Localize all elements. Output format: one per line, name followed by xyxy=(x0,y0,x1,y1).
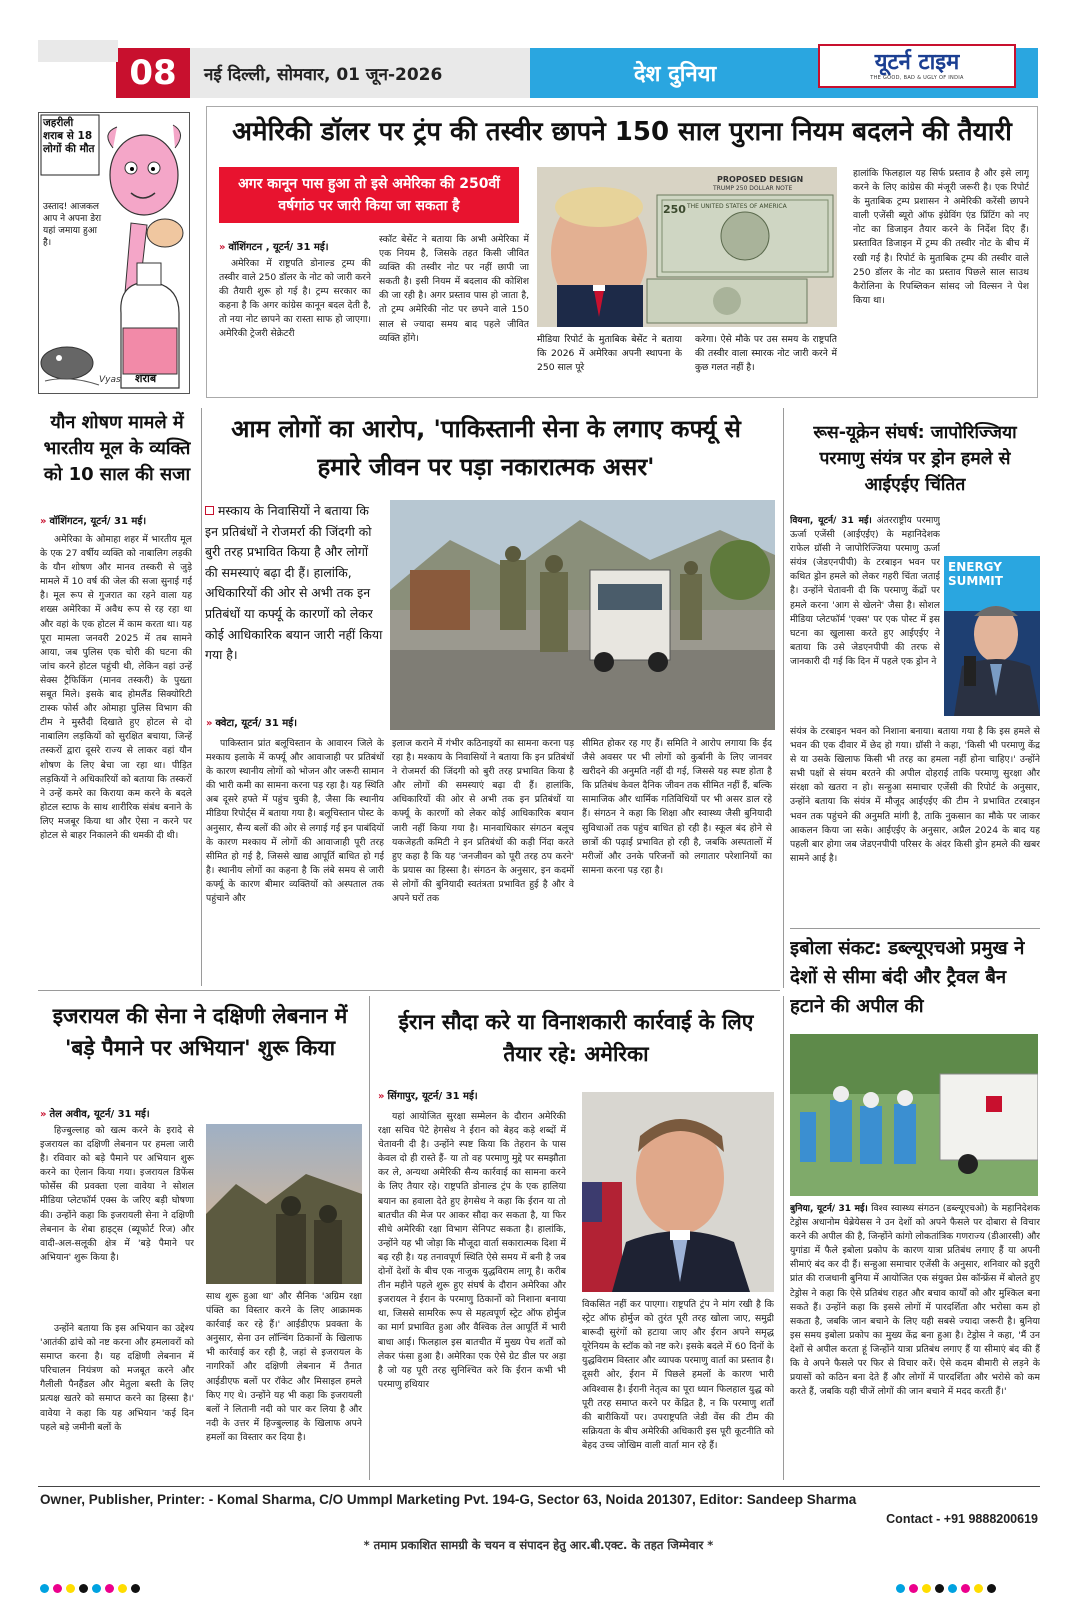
ebola-illustration xyxy=(790,1034,1038,1196)
zaporizhzhia-dateline: वियना, यूटर्न/ 31 मई। xyxy=(790,516,872,526)
hegseth-photo xyxy=(582,1092,774,1292)
lead-dateline: » वॉशिंगटन , यूटर्न/ 31 मई। xyxy=(219,242,329,253)
zaporizhzhia-body-narrow xyxy=(790,514,940,725)
bill-label-2: TRUMP 250 DOLLAR NOTE xyxy=(713,185,793,192)
iran-col-1: यहां आयोजित सुरक्षा सम्मेलन के दौरान अमेरिकी रक्षा सचिव पेटे हेगसेथ ने ईरान को बेहद कड़े शब्दों में चेतावनी दी है। उन्होंने स्पष्ट किया कि तेहरान के पास केवल दो ही रास्ते हैं- या तो वह परमाणु मुद्दे पर समझौता कर ले, अन्यथा अमेरिकी सैन्य कार्रवाई का सामना करने के लिए तैयार रहे। राष्ट्रपति डोनाल्ड ट्रंप के एक हालिया बयान का हवाला देते हुए हेगसेथ ने कहा कि ईरान या तो बातचीत की मेज पर आकर सौदा कर सकता है, या फिर सीधे अमेरिकी रक्षा विभाग सेनिपट सकता है। हालांकि, उन्होंने यह भी जोड़ा कि मौजूदा वार्ता सकारात्मक दिशा में बढ़ रही है। यह तनावपूर्ण स्थिति ऐसे समय में बनी है जब दोनों देशों के बीच एक नाजुक युद्धविराम लागू है। करीब तीन महीने पहले शुरू हुए संघर्ष के दौरान अमेरिका और इजरायल ने ईरान के परमाणु ठिकानों को निशाना बनाया था, जिससे सामरिक रूप से महत्वपूर्ण स्ट्रेट ऑफ होर्मुज का मार्ग प्रभावित हुआ और वैश्विक तेल आपूर्ति में भारी बाधा आई। फिलहाल इस बातचीत में मुख्य पेच शर्तों को लेकर फंसा हुआ है। अमेरिका एक ऐसे ग्रेट डील पर अड़ा है जो यह पूरी तरह सुनिश्चित करे कि ईरान कभी भी परमाणु हथियार xyxy=(378,1111,566,1390)
iran-dateline: » सिंगापुर, यूटर्न/ 31 मई। xyxy=(378,1091,478,1102)
lead-headline: अमेरिकी डॉलर पर ट्रंप की तस्वीर छापने 150 साल पुराना नियम बदलने की तैयारी xyxy=(232,117,1012,147)
israel-illustration xyxy=(206,1124,362,1284)
grey-strip xyxy=(38,40,118,62)
lead-subhead: अगर कानून पास हुआ तो इसे अमेरिका की 250वीं वर्षगांठ पर जारी किया जा सकता है xyxy=(219,167,519,223)
column-rule-3 xyxy=(369,996,370,1480)
pakistan-col-3: सीमित होकर रह गए हैं। समिति ने आरोप लगाया कि ईद जैसे अवसर पर भी लोगों को कुर्बानी के लिए जानवर खरीदने की अनुमति नहीं दी गई, जिससे यह स्पष्ट होता है कि प्रतिबंध केवल दैनिक जीवन तक सीमित नहीं हैं, बल्कि सामाजिक और धार्मिक गतिविधियों पर भी असर डाल रहे हैं। संगठन ने कहा कि शिक्षा और स्वास्थ्य जैसी बुनियादी सुविधाओं तक पहुंच बाधित हो रही है। स्कूल बंद होने से छात्रों की पढ़ाई प्रभावित हो रही है, जबकि अस्पतालों में मरीजों और उनके परिजनों को लगातार परेशानियों का सामना करना पड़ रहा है। xyxy=(582,738,772,876)
footer-rule xyxy=(38,1486,1040,1487)
pakistan-col-2: इलाज कराने में गंभीर कठिनाइयों का सामना करना पड़ रहा है। मश्काय के निवासियों ने बताया कि इन प्रतिबंधों ने रोजमर्रा की जिंदगी को बुरी तरह प्रभावित किया है और लोगों की समस्याएं बढ़ा दी हैं। हालांकि, अधिकारियों की ओर से अभी तक इन प्रतिबंधों या कर्फ्यू के कारणों को लेकर कोई आधिकारिक बयान जारी नहीं किया गया है। मानवाधिकार संगठन बलूच यकजेहती कमिटी ने इन प्रतिबंधों की कड़ी निंदा करते हुए कहा है कि यह 'जनजीवन को पूरी तरह ठप करने' के प्रयास का हिस्सा है। संगठन के अनुसार, इन कदमों से लोगों की बुनियादी स्वतंत्रता प्रभावित हुई है और वे अपने घरों तक xyxy=(392,738,574,905)
israel-col-2-bottom: साथ शुरू हुआ था' और सैनिक 'अग्रिम रक्षा पंक्ति का विस्तार करने के लिए आक्रामक कार्रवाई कर रहे हैं।' आईडीएफ प्रवक्ता के अनुसार, सेना उन लॉन्चिंग ठिकानों के खिलाफ भी कार्रवाई कर रही है, जहां से इजरायल के नागरिकों और दक्षिणी लेबनान में तैनात आईडीएफ बलों पर रॉकेट और मिसाइल हमले किए गए थे। उन्होंने यह भी कहा कि इजरायली बलों ने लितानी नदी को पार कर लिया है और नदी के उत्तर में हिज्बुल्लाह के खिलाफ अपने हमलों का विस्तार कर दिया है। xyxy=(206,1291,362,1443)
registration-dots-right xyxy=(896,1578,1056,1590)
masthead xyxy=(38,40,1038,98)
iran-col-2: विकसित नहीं कर पाएगा। राष्ट्रपति ट्रंप ने मांग रखी है कि स्ट्रेट ऑफ होर्मुज को तुरंत पूरी तरह खोला जाए, समुद्री बारूदी सुरंगों को हटाया जाए और ईरान अपने समृद्ध यूरेनियम के स्टॉक को नष्ट करे। इसके बदले में 60 दिनों के युद्धविराम विस्तार और व्यापक परमाणु वार्ता का प्रस्ताव है। दूसरी ओर, ईरान में पिछले हमलों के कारण भारी अविश्वास है। ईरानी नेतृत्व का पूरा ध्यान फिलहाल युद्ध को पूरी तरह समाप्त करने पर केंद्रित है, न कि परमाणु शर्तों की बारीकियों पर। उपराष्ट्रपति जेडी वेंस की टीम की सक्रियता के बीच अमेरिकी अधिकारी इस पूरी कूटनीति को बेहद उच्च जोखिम वाली वार्ता मान रहे हैं। xyxy=(582,1299,774,1451)
cartoon-caption: जहरीली शराब से 18 लोगों की मौत xyxy=(43,117,95,155)
israel-headline: इजरायल की सेना ने दक्षिणी लेबनान में 'बड़े पैमाने पर अभियान' शुरू किया xyxy=(52,1004,348,1060)
logo xyxy=(818,44,1016,88)
sex-abuse-headline: यौन शोषण मामले में भारतीय मूल के व्यक्ति को 10 साल की सजा xyxy=(43,412,191,485)
ebola-headline: इबोला संकट: डब्ल्यूएचओ प्रमुख ने देशों से सीमा बंदी और ट्रैवल बैन हटाने की अपील की xyxy=(790,938,1025,1017)
israel-top-rule xyxy=(38,990,780,991)
bill-label-3: THE UNITED STATES OF AMERICA xyxy=(687,203,787,210)
lead-story xyxy=(206,106,1038,398)
ebola-workers-photo xyxy=(790,1034,1038,1196)
soldiers-illustration xyxy=(390,500,775,730)
logo-text: यूटर्न टाइम xyxy=(874,50,960,75)
ebola-text: विश्व स्वास्थ्य संगठन (डब्ल्यूएचओ) के महानिदेशक टेड्रोस अधानोम घेब्रेयेसस ने उन देशों को अपने फैसले पर दोबारा से विचार करने की अपील की है, जिन्होंने कांगो लोकतांत्रिक गणराज्य (डीआरसी) और युगांडा में फैले इबोला प्रकोप के कारण यात्रा प्रतिबंध लगाए हैं या अपनी सीमाएं बंद कर दी हैं। सन्हुआ समाचार एजेंसी के अनुसार, शनिवार को इतुरी प्रांत की राजधानी बुनिया में आयोजित एक संयुक्त प्रेस कॉन्फ्रेंस में बोलते हुए टेड्रोस ने कहा कि ऐसे प्रतिबंध राहत और बचाव कार्यों को और मुश्किल बना सकते हैं। उन्होंने कहा कि इससे लोगों में पारदर्शिता और भरोसा कम हो सकता है, जबकि जान बचाने के लिए यही सबसे ज्यादा जरूरी है। बुनिया इस समय इबोला प्रकोप का मुख्य केंद्र बना हुआ है। टेड्रोस ने कहा, 'मैं उन देशों से अपील करता हूं जिन्होंने यात्रा प्रतिबंध लगाए हैं या सीमाएं बंद की हैं कि वे अपने फैसले पर फिर से विचार करें। ऐसे कदम बीमारी से लड़ने के प्रयासों को कठिन बना देते हैं और लोगों में पारदर्शिता और भरोसे को कम करते हैं, जबकि यही चीजें लोगों की जान बचाने में मदद करती हैं।' xyxy=(790,1203,1040,1398)
grossi-photo xyxy=(944,556,1040,716)
pakistan-pullquote xyxy=(205,500,383,706)
israel-dateline: » तेल अवीव, यूटर्न/ 31 मई। xyxy=(40,1109,150,1120)
israel-col-1-top: हिज्बुल्लाह को खत्म करने के इरादे से इजरायल का दक्षिणी लेबनान पर हमला जारी है। रविवार को बड़े पैमाने पर अभियान शुरू करने का ऐलान किया गया। इजरायल डिफेंस फोर्सेस की प्रवक्ता एला वावेया ने सोशल मीडिया प्लेटफॉर्म एक्स के जरिए बड़ी घोषणा की। उन्होंने कहा कि इजरायली सेना ने दक्षिणी लेबनान के शेबा हाइट्स (ब्यूफोर्ट रिज) और वादी-अल-सलूकी क्षेत्र में 'बड़े पैमाने पर अभियान' शुरू किया है। xyxy=(40,1125,194,1263)
logo-tagline: THE GOOD, BAD & UGLY OF INDIA xyxy=(870,75,964,81)
ebola-top-rule xyxy=(790,928,1040,929)
date-line: नई दिल्ली, सोमवार, 01 जून-2026 xyxy=(190,48,530,98)
lead-col-4: हालांकि फिलहाल यह सिर्फ प्रस्ताव है और इसे लागू करने के लिए कांग्रेस की मंजूरी जरूरी है। एक रिपोर्ट के मुताबिक ट्रम्प प्रशासन ने अमेरिकी करेंसी छापने वाली एजेंसी ब्यूरो ऑफ इंग्रेविंग एंड प्रिंटिंग को नए नोट का डिजाइन तैयार करने के निर्देश दिए हैं। प्रस्तावित डिजाइन में ट्रम्प की तस्वीर नोट के बीच में रखी गई है। रिपोर्ट के मुताबिक ट्रम्प की तस्वीर वाले 250 डॉलर के नोट का प्रस्ताव पिछले साल साउथ कैरोलिना के रिपब्लिकन सांसद जो विल्सन ने पेश किया था। xyxy=(853,168,1029,306)
zaporizhzhia-body-wide: संयंत्र के टरबाइन भवन को निशाना बनाया। बताया गया है कि इस हमले से भवन की एक दीवार में छेद हो गया। ग्रॉसी ने कहा, 'किसी भी परमाणु केंद्र से या उसके खिलाफ किसी भी तरह का हमला नहीं होना चाहिए।' उन्होंने सभी पक्षों से संयम बरतने की अपील दोहराई ताकि परमाणु सुरक्षा और संरक्षा को खतरा न हो। सन्हुआ समाचार एजेंसी की रिपोर्ट के अनुसार, उन्होंने बताया कि संयंत्र में मौजूद आईएईए की टीम ने प्रभावित टरबाइन भवन तक पहुंचने की अनुमति मांगी है, ताकि नुकसान का मौके पर जाकर आकलन किया जा सके। आईएईए के अनुसार, अप्रैल 2024 के बाद यह पहली बार होगा जब जेडएनपीपी परिसर के अंदर किसी ड्रोन हमले की खबर सामने आई है। xyxy=(790,726,1040,864)
zaporizhzhia-headline: रूस-यूक्रेन संघर्ष: जापोरिज्जिया परमाणु संयंत्र पर ड्रोन हमले से आईएईए चिंतित xyxy=(813,423,1017,495)
pakistan-dateline: » क्वेटा, यूटर्न/ 31 मई। xyxy=(206,718,297,729)
column-rule-2 xyxy=(783,408,784,988)
lead-col-1: अमेरिका में राष्ट्रपति डोनाल्ड ट्रम्प की तस्वीर वाले 250 डॉलर के नोट को जारी करने की तैयारी शुरू हो गई है। ट्रम्प सरकार का कहना है कि अगर कांग्रेस कानून बदल देती है, तो नया नोट छापने का रास्ता साफ हो जाएगा। अमेरिकी ट्रेजरी सेक्रेटरी xyxy=(219,258,371,340)
pakistan-col-1: पाकिस्तान प्रांत बलूचिस्तान के आवारन जिले के मश्काय इलाके में कर्फ्यू और आवाजाही पर प्रतिबंधों के कारण स्थानीय लोगों को भोजन और जरूरी सामान की भारी कमी का सामना करना पड़ रहा है। यह स्थिति अब दूसरे हफ्ते में पहुंच चुकी है, जैसा कि स्थानीय मीडिया रिपोर्ट्स में बताया गया है। बलूचिस्तान पोस्ट के अनुसार, सैन्य बलों की ओर से लगाई गई इन पाबंदियों के कारण मश्काय में लोगों की आवाजाही पूरी तरह सीमित हो गई है, जिससे खाद्य आपूर्ति बाधित हो गई है। स्थानीय लोगों का कहना है कि लंबे समय से जारी कर्फ्यू के कारण बीमार व्यक्तियों को अस्पताल तक पहुंचाने और xyxy=(206,738,384,905)
ebola-dateline: बुनिया, यूटर्न/ 31 मई। xyxy=(790,1204,868,1214)
trump-dollar-photo xyxy=(537,167,837,327)
pakistan-soldiers-photo xyxy=(390,500,775,730)
footer-disclaimer: * तमाम प्रकाशित सामग्री के चयन व संपादन हेतु आर.बी.एक्ट. के तहत जिम्मेवार * xyxy=(363,1538,714,1552)
bill-label-1: PROPOSED DESIGN xyxy=(717,175,804,184)
footer-contact: Contact - +91 9888200619 xyxy=(886,1512,1038,1526)
pullquote-text: मस्काय के निवासियों ने बताया कि इन प्रतिबंधों ने रोजमर्रा की जिंदगी को बुरी तरह प्रभावित किया है और लोगों की समस्याएं बढ़ा दी हैं। हालांकि, अधिकारियों की ओर से अभी तक इन प्रतिबंधों या कर्फ्यू के कारणों को लेकर कोई आधिकारिक बयान जारी नहीं किया गया है। xyxy=(205,503,383,663)
registration-dots-left xyxy=(40,1578,240,1590)
israel-col-1-bottom: उन्होंने बताया कि इस अभियान का उद्देश्य 'आतंकी ढांचे को नष्ट करना और हमलावरों को समाप्त करना है। यह दक्षिणी लेबनान में परिचालन नियंत्रण को मजबूत करने और गैलीली पैनहैंडल और मेतुला बस्ती के लिए प्रत्यक्ष खतरे को समाप्त करने का हिस्सा है।' वावेया ने कहा कि यह अभियान 'कई दिन पहले बड़े जमीनी बलों के xyxy=(40,1323,194,1433)
column-rule-1 xyxy=(201,408,202,986)
zaporizhzhia-text-1: अंतरराष्ट्रीय परमाणु ऊर्जा एजेंसी (आईएईए) के महानिदेशक राफेल ग्रॉसी ने जापोरिज्जिया परमाणु ऊर्जा संयंत्र (जेडएनपीपी) के टरबाइन भवन पर कथित ड्रोन हमले को लेकर गहरी चिंता जताई है। उन्होंने चेतावनी दी कि परमाणु केंद्रों पर हमले करना 'आग से खेलने' जैसा है। सोशल मीडिया प्लेटफॉर्म 'एक्स' पर एक पोस्ट में इस घटना का खुलासा करते हुए आईएईए ने बताया कि उसे जेडएनपीपी की तरफ से जानकारी दी गई कि दिन में पहले एक ड्रोन ने xyxy=(790,515,940,667)
section-title: देश दुनिया xyxy=(530,48,820,98)
footer-imprint: Owner, Publisher, Printer: - Komal Sharma, C/O Ummpl Marketing Pvt. 194-G, Sector 63, Noida 201307, Editor: Sandeep Sharma xyxy=(40,1492,857,1507)
bill-denomination: 250 xyxy=(663,203,686,216)
pullquote-bullet xyxy=(205,506,214,515)
page-number: 08 xyxy=(116,48,190,98)
israel-soldiers-photo xyxy=(206,1124,362,1284)
cartoon xyxy=(38,112,190,394)
hegseth-illustration xyxy=(582,1092,774,1292)
cartoon-speech: उस्ताद! आजकल आप ने अपना डेरा यहां जमाया हुआ है। xyxy=(43,202,102,248)
column-rule-4 xyxy=(783,996,784,1480)
lead-photo-caption-1: मीडिया रिपोर्ट के मुताबिक बेसेंट ने बताया कि 2026 में अमेरिका अपनी स्थापना के 250 साल पूरे xyxy=(537,334,682,373)
sex-abuse-dateline: » वॉशिंगटन, यूटर्न/ 31 मई। xyxy=(40,516,147,527)
lead-col-2: स्कॉट बेसेंट ने बताया कि अभी अमेरिका में एक नियम है, जिसके तहत किसी जीवित व्यक्ति की तस्वीर नोट पर नहीं छापी जा सकती है। इसी नियम में बदलाव की कोशिश की जा रही है। अगर प्रस्ताव पास हो जाता है, तो ट्रम्प अमेरिकी नोट पर छपने वाले 150 साल से ज्यादा समय बाद पहले जीवित व्यक्ति होंगे। xyxy=(379,234,529,344)
cartoon-signature: Vyas xyxy=(99,375,121,385)
iran-headline: ईरान सौदा करे या विनाशकारी कार्रवाई के लिए तैयार रहे: अमेरिका xyxy=(398,1010,754,1066)
grossi-photo-text: ENERGY SUMMIT xyxy=(948,560,1003,588)
cartoon-bottle-label: शराब xyxy=(135,372,157,385)
ebola-body xyxy=(790,1202,1040,1476)
pakistan-headline: आम लोगों का आरोप, 'पाकिस्तानी सेना के लगाए कर्फ्यू से हमारे जीवन पर पड़ा नकारात्मक असर' xyxy=(231,415,741,481)
lead-photo-caption-2: करेगा। ऐसे मौके पर उस समय के राष्ट्रपति की तस्वीर वाला स्मारक नोट जारी करने में कुछ गलत नहीं है। xyxy=(695,334,837,373)
sex-abuse-body: अमेरिका के ओमाहा शहर में भारतीय मूल के एक 27 वर्षीय व्यक्ति को नाबालिग लड़की के यौन शोषण और मानव तस्करी से जुड़े मामले में 10 वर्ष की जेल की सजा सुनाई गई है। मूल रूप से गुजरात का रहने वाला यह शख्स अमेरिका में अवैध रूप से रह रहा था और वहां के एक होटल में काम करता था। यह पूरा मामला जनवरी 2025 में तब सामने आया, जब पुलिस एक चोरी की घटना की जांच करने होटल पहुंची थी, लेकिन वहां उन्हें सेक्स ट्रैफिकिंग (मानव तस्करी) के पुख्ता सबूत मिले। इसके बाद होमलैंड सिक्योरिटी टास्क फोर्स और ओमाहा पुलिस विभाग की टीम ने मुस्तैदी दिखाते हुए होटल से दो नाबालिग लड़कियों को सुरक्षित बचाया, जिन्हें तस्करों द्वारा दूसरे राज्य से लाकर वहां यौन शोषण के लिए बेचा जा रहा था। पीड़ित लड़कियों ने अधिकारियों को बताया कि तस्करों ने उन्हें कमरे का किराया कम करने के बदले होटल स्टाफ के साथ शारीरिक संबंध बनाने के लिए मजबूर किया था और ऐसा न करने पर होटल से बाहर निकालने की धमकी दी थी। xyxy=(40,534,192,841)
